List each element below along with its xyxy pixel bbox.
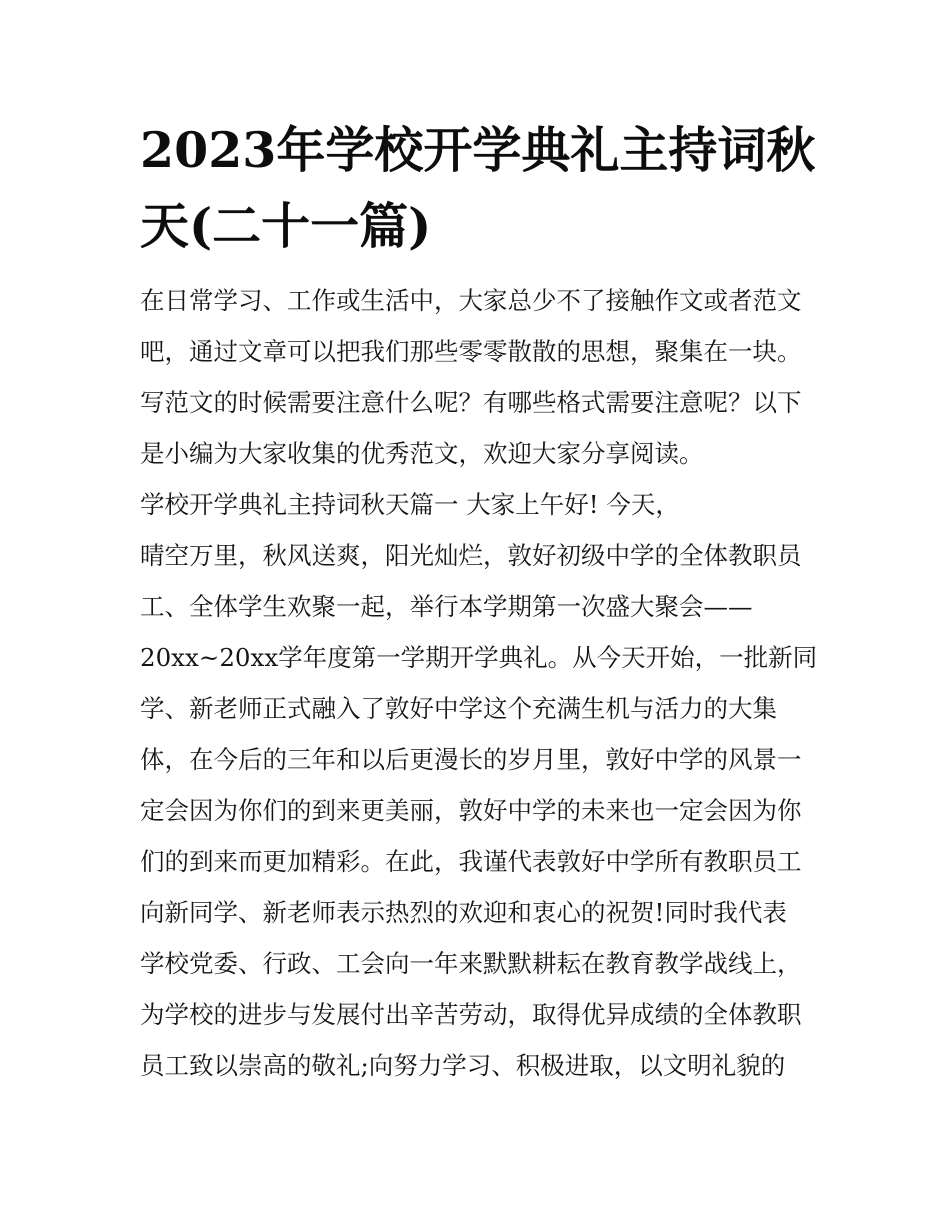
body-line: 定会因为你们的到来更美丽，敦好中学的未来也一定会因为你 [140,796,802,825]
body-line: 员工致以崇高的敬礼;向努力学习、积极进取，以文明礼貌的 [140,1051,786,1080]
body-line: 吧，通过文章可以把我们那些零零散散的思想，聚集在一块。 [140,337,802,366]
body-line: 工、全体学生欢聚一起，举行本学期第一次盛大聚会—— [140,592,753,621]
title-line: 2023年学校开学典礼主持词秋 [140,121,816,179]
body-line: 学、新老师正式融入了敦好中学这个充满生机与活力的大集 [140,694,777,723]
body-line: 学校开学典礼主持词秋天篇一 大家上午好! 今天， [140,490,680,519]
body-line: 是小编为大家收集的优秀范文，欢迎大家分享阅读。 [140,439,704,468]
body-line: 在日常学习、工作或生活中，大家总少不了接触作文或者范文 [140,286,802,315]
body-line: 们的到来而更加精彩。在此，我谨代表敦好中学所有教职员工 [140,847,802,876]
body-line: 晴空万里，秋风送爽，阳光灿烂，敦好初级中学的全体教职员 [140,541,802,570]
title-line: 天(二十一篇) [140,197,432,255]
body-line: 写范文的时候需要注意什么呢？有哪些格式需要注意呢？以下 [140,388,802,417]
document-title [140,112,820,264]
body-line: 学校党委、行政、工会向一年来默默耕耘在教育教学战线上， [140,949,802,978]
document-body [140,280,830,1096]
body-line: 为学校的进步与发展付出辛苦劳动，取得优异成绩的全体教职 [140,1000,802,1029]
body-line: 体，在今后的三年和以后更漫长的岁月里，敦好中学的风景一 [140,745,802,774]
body-line: 向新同学、新老师表示热烈的欢迎和衷心的祝贺!同时我代表 [140,898,787,927]
body-line: 20xx~20xx学年度第一学期开学典礼。从今天开始，一批新同 [140,643,818,672]
